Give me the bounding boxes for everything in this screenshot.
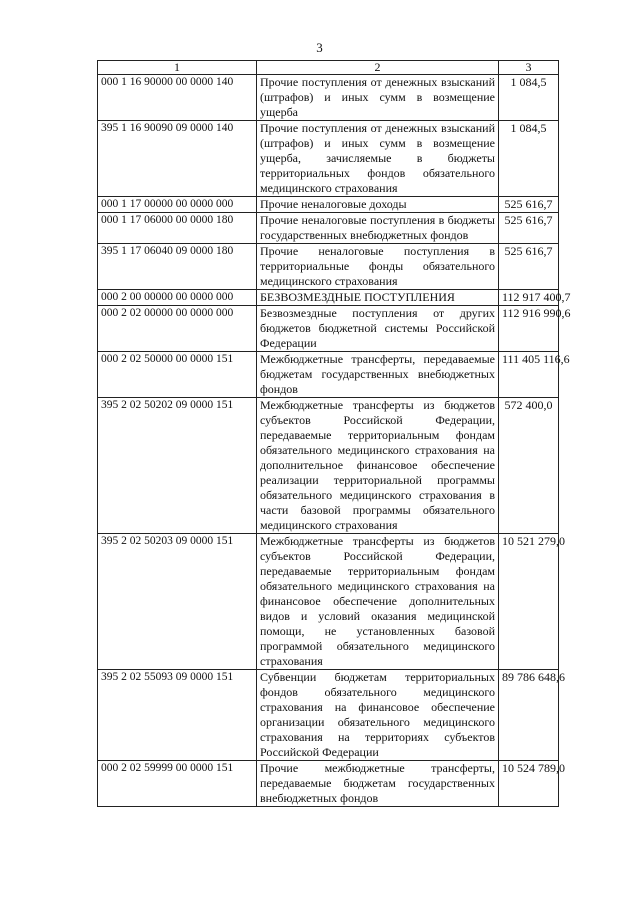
budget-code: 000 1 16 90000 00 0000 140	[98, 75, 257, 121]
column-header: 2	[257, 61, 499, 75]
table-row	[98, 761, 559, 807]
table-row	[98, 352, 559, 398]
budget-code: 395 2 02 50203 09 0000 151	[98, 534, 257, 670]
table-row	[98, 290, 559, 306]
table-row	[98, 534, 559, 670]
amount: 525 616,7	[499, 244, 559, 290]
amount: 525 616,7	[499, 197, 559, 213]
budget-code: 000 1 17 06000 00 0000 180	[98, 213, 257, 244]
table-row	[98, 197, 559, 213]
revenue-name: Прочие межбюджетные трансферты, передаваемые бюджетам государственных внебюджетных фондов	[257, 761, 499, 807]
budget-code: 000 2 02 00000 00 0000 000	[98, 306, 257, 352]
table-row	[98, 306, 559, 352]
budget-code: 000 1 17 00000 00 0000 000	[98, 197, 257, 213]
table-header-row	[98, 61, 559, 75]
revenue-name: Субвенции бюджетам территориальных фондов обязательного медицинского страхования на финансовое обеспечение организации обязательного медицинского страхования на территориях субъектов Российской Федерации	[257, 670, 499, 761]
revenue-name: Межбюджетные трансферты из бюджетов субъектов Российской Федерации, передаваемые территориальным фондам обязательного медицинского страхования на дополнительное финансовое обеспечение реализации территориальной программы обязательного медицинского страхования в части базовой программы обязательного медицинского страхования	[257, 398, 499, 534]
revenue-name: Прочие неналоговые поступления в бюджеты государственных внебюджетных фондов	[257, 213, 499, 244]
amount: 1 084,5	[499, 121, 559, 197]
revenue-name: БЕЗВОЗМЕЗДНЫЕ ПОСТУПЛЕНИЯ	[257, 290, 499, 306]
revenue-name: Прочие неналоговые доходы	[257, 197, 499, 213]
column-header: 3	[499, 61, 559, 75]
table-row	[98, 75, 559, 121]
amount: 1 084,5	[499, 75, 559, 121]
budget-code: 395 2 02 50202 09 0000 151	[98, 398, 257, 534]
revenue-name: Межбюджетные трансферты из бюджетов субъектов Российской Федерации, передаваемые территориальным фондам обязательного медицинского страхования на финансовое обеспечение дополнительных видов и условий оказания медицинской помощи, не установленных базовой программой обязательного медицинского страхования	[257, 534, 499, 670]
amount: 112 917 400,7	[499, 290, 559, 306]
budget-code: 000 2 02 59999 00 0000 151	[98, 761, 257, 807]
revenue-table	[97, 60, 571, 807]
table-row	[98, 670, 559, 761]
table-row	[98, 121, 559, 197]
revenue-name: Прочие поступления от денежных взысканий (штрафов) и иных сумм в возмещение ущерба, зачисляемые в бюджеты территориальных фондов обязательного медицинского страхования	[257, 121, 499, 197]
amount: 572 400,0	[499, 398, 559, 534]
budget-code: 395 1 17 06040 09 0000 180	[98, 244, 257, 290]
amount: 10 524 789,0	[499, 761, 559, 807]
amount: 111 405 116,6	[499, 352, 559, 398]
amount: 112 916 990,6	[499, 306, 559, 352]
column-header: 1	[98, 61, 257, 75]
budget-code: 395 2 02 55093 09 0000 151	[98, 670, 257, 761]
table-row	[98, 213, 559, 244]
table-row	[98, 398, 559, 534]
revenue-name: Безвозмездные поступления от других бюджетов бюджетной системы Российской Федерации	[257, 306, 499, 352]
amount: 10 521 279,0	[499, 534, 559, 670]
table-row	[98, 244, 559, 290]
revenue-name: Межбюджетные трансферты, передаваемые бюджетам государственных внебюджетных фондов	[257, 352, 499, 398]
budget-code: 000 2 00 00000 00 0000 000	[98, 290, 257, 306]
revenue-name: Прочие поступления от денежных взысканий (штрафов) и иных сумм в возмещение ущерба	[257, 75, 499, 121]
revenue-name: Прочие неналоговые поступления в территориальные фонды обязательного медицинского страхования	[257, 244, 499, 290]
budget-code: 000 2 02 50000 00 0000 151	[98, 352, 257, 398]
amount: 89 786 648,6	[499, 670, 559, 761]
page-number: 3	[316, 40, 323, 55]
amount: 525 616,7	[499, 213, 559, 244]
budget-code: 395 1 16 90090 09 0000 140	[98, 121, 257, 197]
